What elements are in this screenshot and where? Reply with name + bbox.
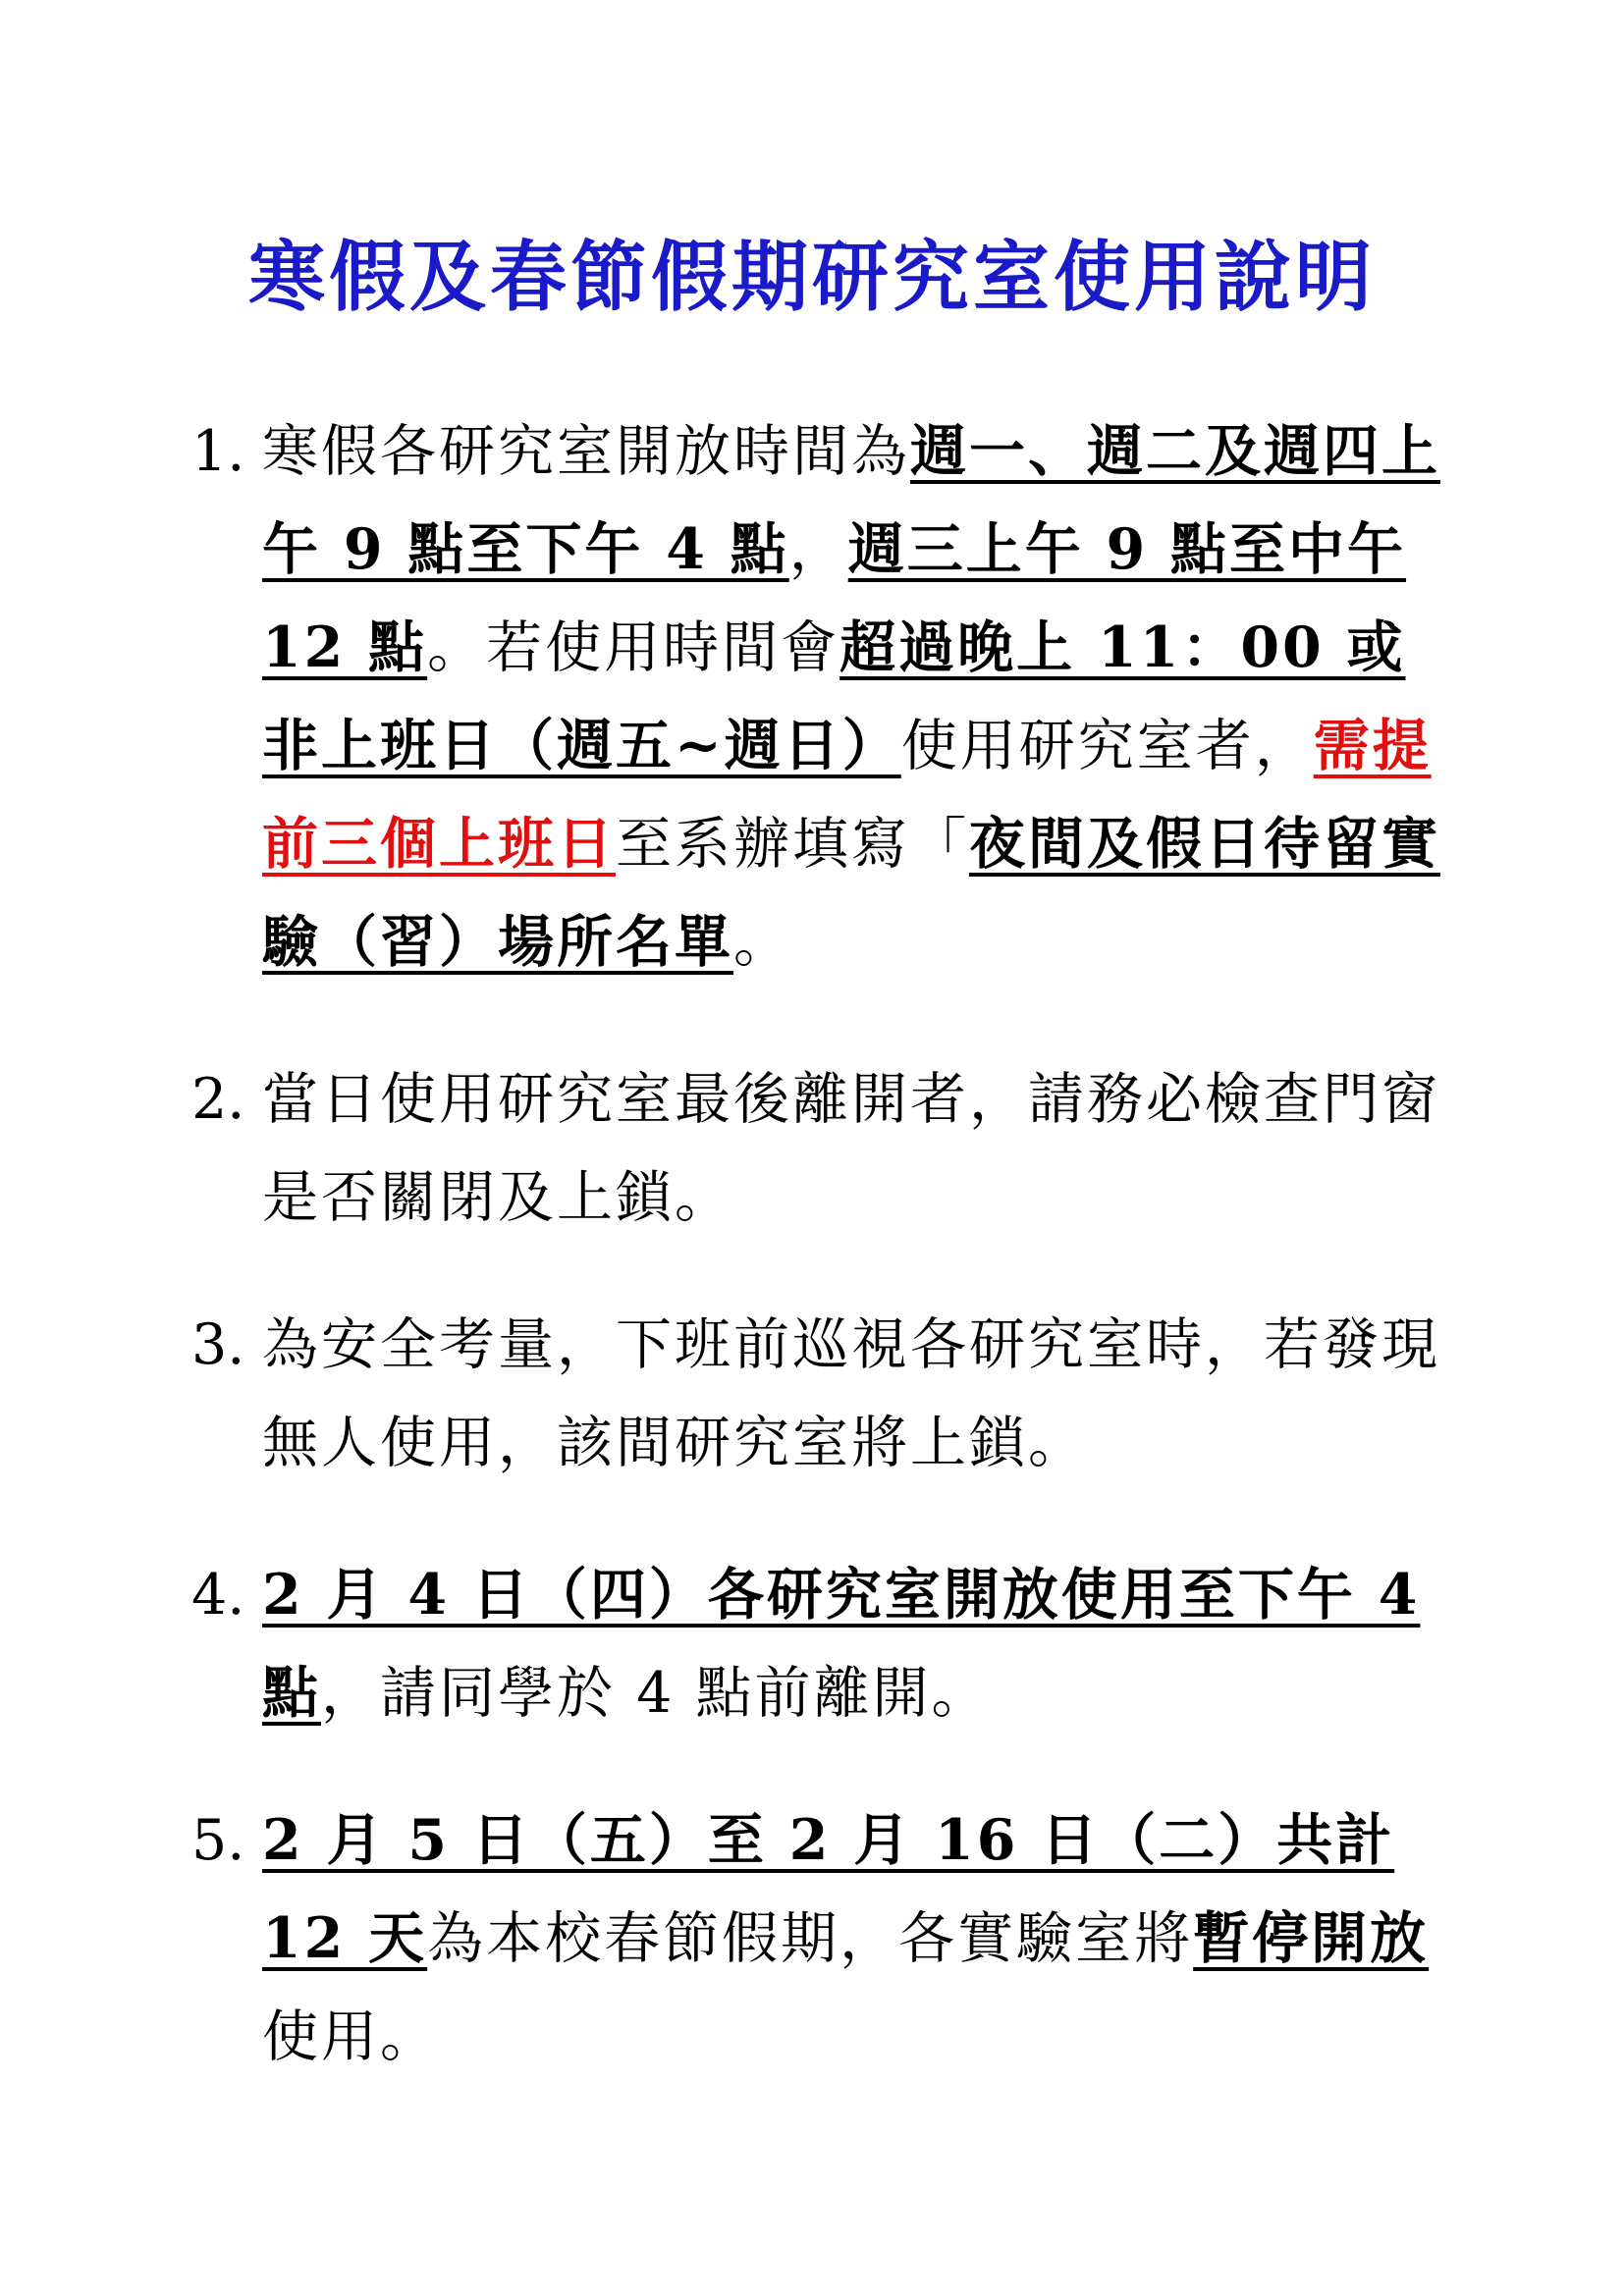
page-title: 寒假及春節假期研究室使用說明 (247, 233, 1376, 322)
text-segment: 為安全考量，下班前巡視各研究室時，若發現無人使用，該間研究室將上鎖。 (262, 1312, 1440, 1475)
emphasis-advance-notice: 需提前三個上班日 (262, 713, 1432, 877)
emphasis-holiday-dates: 2 月 5 日（五）至 2 月 16 日（二）共計 12 天 (262, 1807, 1395, 1971)
emphasis-suspended: 暫停開放 (1193, 1905, 1430, 1971)
emphasis-feb4-hours: 2 月 4 日（四）各研究室開放使用至下午 4 點 (262, 1562, 1421, 1726)
text-segment: ， (788, 517, 848, 582)
text-segment: 至系辦填寫「 (616, 812, 969, 877)
list-item-number: 4. (191, 1563, 245, 1628)
list-item-text (262, 402, 1443, 991)
list-item-number: 5. (191, 1808, 245, 1873)
list-item-number: 1. (191, 419, 245, 484)
text-segment: 使用。 (262, 2004, 439, 2069)
text-segment: 寒假各研究室開放時間為 (262, 419, 910, 484)
list-item-text (262, 1791, 1443, 2086)
text-segment: 。若使用時間會 (427, 615, 840, 680)
text-segment: 為本校春節假期，各實驗室將 (427, 1906, 1194, 1971)
emphasis-after-hours: 超過晚上 11：00 或非上班日（週五~週日） (262, 614, 1406, 778)
text-segment: ，請同學於 4 點前離開。 (321, 1661, 991, 1726)
emphasis-open-hours-wed: 週三上午 9 點至中午 12 點 (262, 516, 1407, 680)
text-segment: 使用研究室者， (900, 714, 1314, 778)
emphasis-open-hours-mon-tue-thu: 週一、週二及週四上午 9 點至下午 4 點 (262, 418, 1440, 582)
list-item-text (262, 1546, 1443, 1742)
text-segment: 。 (733, 910, 792, 975)
list-item-text (262, 1296, 1443, 1492)
emphasis-form-name: 夜間及假日待留實驗（習）場所名單 (262, 811, 1440, 975)
list-item-number: 3. (191, 1312, 245, 1377)
list-item-number: 2. (191, 1067, 245, 1132)
list-item-text (262, 1050, 1443, 1247)
text-segment: 當日使用研究室最後離開者，請務必檢查門窗是否關閉及上鎖。 (262, 1067, 1440, 1230)
